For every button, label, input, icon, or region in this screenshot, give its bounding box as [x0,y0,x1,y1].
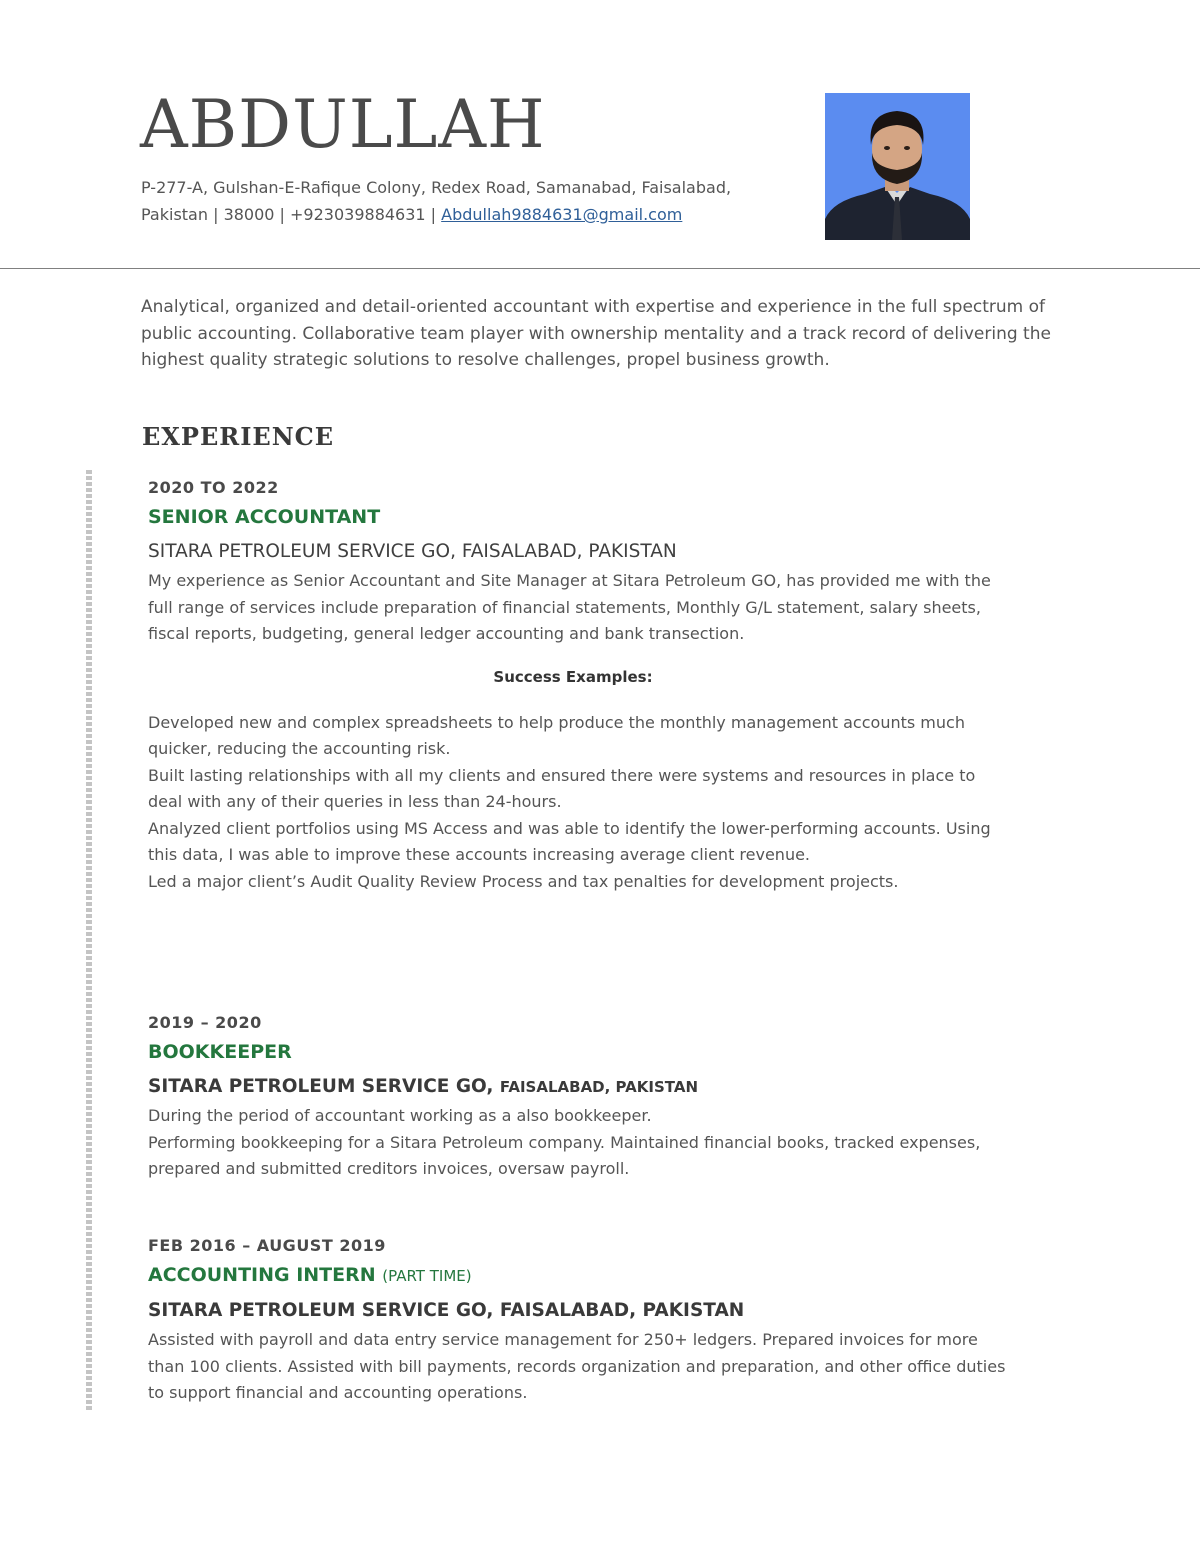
description-line: Performing bookkeeping for a Sitara Petroleum company. Maintained financial books, tracked expenses, prepared and submitted creditors invoices, oversaw payroll. [148,1132,981,1178]
list-item: Analyzed client portfolios using MS Access and was able to identify the lower-performing accounts. Using this data, I was able to improve these accounts increasing average client revenue. [148,818,991,864]
job-title: BOOKKEEPER [148,1041,292,1063]
address-line-2: Pakistan | 38000 | +923039884631 | [141,205,442,224]
professional-summary: Analytical, organized and detail-oriented accountant with expertise and experience in the full spectrum of public accounting. Collaborative team player with ownership mentality and a track record of delivering the highest quality strategic solutions to resolve challenges, propel business growth. [141,297,1051,370]
company-location: FAISALABAD, PAKISTAN [499,1078,699,1096]
job-company [148,1068,1008,1106]
job-company: SITARA PETROLEUM SERVICE GO, FAISALABAD, PAKISTAN [148,541,677,562]
job-title-main: ACCOUNTING INTERN [148,1264,383,1286]
timeline-bar [86,470,92,1410]
job-description: Assisted with payroll and data entry service management for 250+ ledgers. Prepared invoices for more than 100 clients. Assisted with bill payments, records organization and preparation, and other office duties to support financial and accounting operations. [148,1330,1006,1402]
person-silhouette-icon [825,93,970,240]
job-description: My experience as Senior Accountant and Site Manager at Sitara Petroleum GO, has provided me with the full range of services include preparation of financial statements, Monthly G/L statement, salary sheets, fiscal reports, budgeting, general ledger accounting and bank transection. [148,571,991,643]
list-item: Built lasting relationships with all my clients and ensured there were systems and resources in place to deal with any of their queries in less than 24-hours. [148,765,976,811]
job-bookkeeper [148,1011,1008,1183]
job-date: FEB 2016 – AUGUST 2019 [148,1236,386,1255]
job-date: 2020 TO 2022 [148,478,279,497]
header-divider [0,268,1200,269]
experience-heading: EXPERIENCE [142,422,335,451]
job-senior-accountant [148,476,1008,895]
resume-name: ABDULLAH [140,86,546,163]
job-company: SITARA PETROLEUM SERVICE GO, FAISALABAD, PAKISTAN [148,1300,745,1321]
profile-photo [825,93,970,240]
description-line: During the period of accountant working as a also bookkeeper. [148,1106,652,1125]
list-item: Developed new and complex spreadsheets to help produce the monthly management accounts much quicker, reducing the accounting risk. [148,712,965,758]
success-examples-list [148,710,1008,896]
list-item: Led a major client’s Audit Quality Review Process and tax penalties for development projects. [148,871,899,891]
contact-info [141,174,841,228]
job-description [148,1103,1008,1183]
email-link[interactable]: Abdullah9884631@gmail.com [441,205,683,224]
job-title-suffix: (PART TIME) [382,1267,472,1285]
job-date: 2019 – 2020 [148,1013,262,1032]
address-line-1: P-277-A, Gulshan-E-Rafique Colony, Redex Road, Samanabad, Faisalabad, [141,178,732,197]
company-name: SITARA PETROLEUM SERVICE GO, [148,1076,500,1097]
job-title: SENIOR ACCOUNTANT [148,506,381,528]
success-examples-heading: Success Examples: [493,667,653,686]
job-title [148,1258,1008,1293]
job-accounting-intern [148,1234,1008,1407]
